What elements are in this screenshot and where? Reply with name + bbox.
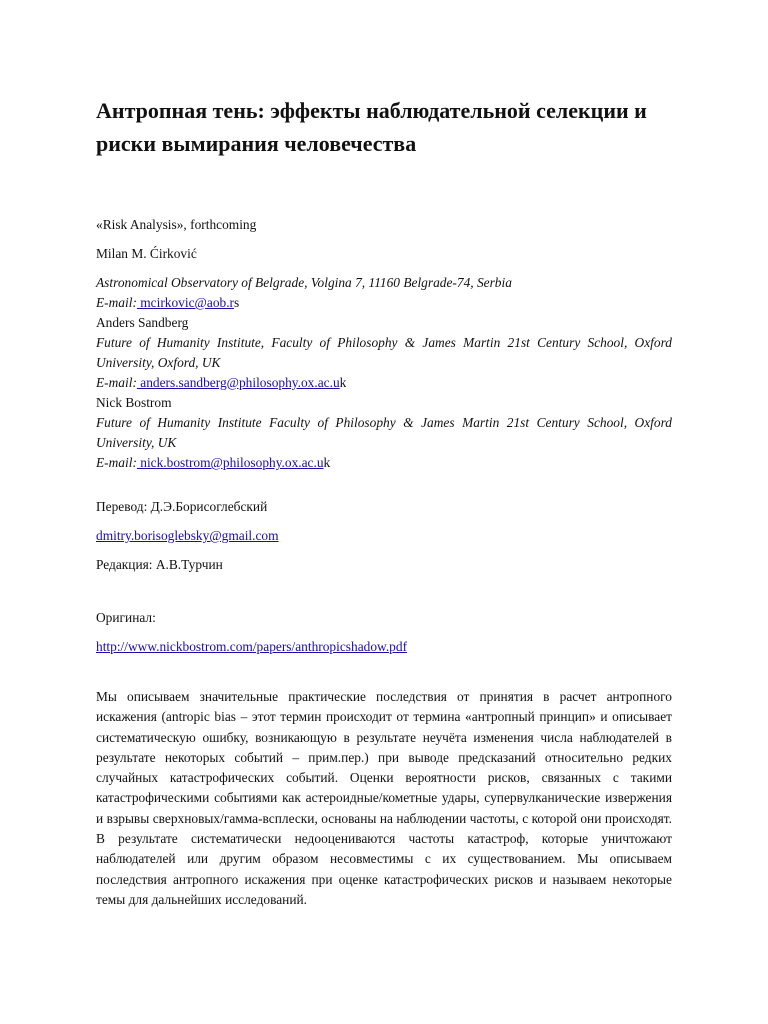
editor-line: Редакция: А.В.Турчин: [96, 557, 223, 572]
email-label: E-mail:: [96, 455, 137, 470]
journal-note: «Risk Analysis», forthcoming: [96, 217, 257, 232]
document-title: Антропная тень: эффекты наблюдательной селекции и риски вымирания человечества: [96, 98, 647, 156]
translator-email-row: [96, 526, 672, 546]
author-name-3: Nick Bostrom: [96, 395, 172, 410]
author-email-row-3: [96, 453, 672, 473]
translator-email-link[interactable]: dmitry.borisoglebsky@gmail.com: [96, 528, 279, 543]
author-email-row-2: [96, 373, 672, 393]
author-name-2: Anders Sandberg: [96, 315, 189, 330]
abstract-paragraph: Мы описываем значительные практические последствия от принятия в расчет антропного искажения (antropic bias – этот термин происходит от термина «антропный принцип» и описывает систематическую ошибку, возникающую в результате неучёта изменения числа наблюдателей в результате некоторых событий – прим.пер.) при выводе предсказаний относительно редких случайных катастрофических событий. Оценки вероятности рисков, связанных с такими катастрофическими событиями как астероидные/кометные удары, супервулканические извержения и взрывы сверхновых/гамма-всплески, основаны на наблюдении частоты, с которой они происходят. В результате систематически недооцениваются частоты катастроф, которые уничтожают наблюдателей или другим образом несовместимы с их существованием. Мы описываем последствия антропного искажения при оценке катастрофических рисков и называем некоторые темы для дальнейших исследований.: [96, 689, 672, 907]
author-email-row-1: [96, 293, 672, 313]
email-label: E-mail:: [96, 295, 137, 310]
original-label: Оригинал:: [96, 610, 156, 625]
translator-line: Перевод: Д.Э.Борисоглебский: [96, 499, 268, 514]
email-tail: k: [339, 375, 347, 390]
email-tail: s: [234, 295, 240, 310]
email-tail: k: [323, 455, 331, 470]
author-email-link-3[interactable]: nick.bostrom@philosophy.ox.ac.u: [136, 455, 324, 470]
author-email-link-1[interactable]: mcirkovic@aob.r: [136, 295, 235, 310]
original-url-link[interactable]: http://www.nickbostrom.com/papers/anthropicshadow.pdf: [96, 639, 408, 654]
author-affiliation-3: Future of Humanity Institute Faculty of Philosophy & James Martin 21st Century School, Oxford University, UK: [96, 415, 672, 450]
email-label: E-mail:: [96, 375, 137, 390]
author-affiliation-1: Astronomical Observatory of Belgrade, Volgina 7, 11160 Belgrade-74, Serbia: [96, 275, 512, 290]
author-affiliation-2: Future of Humanity Institute, Faculty of Philosophy & James Martin 21st Century School, Oxford University, Oxford, UK: [96, 335, 672, 370]
author-email-link-2[interactable]: anders.sandberg@philosophy.ox.ac.u: [136, 375, 340, 390]
original-url-row: [96, 637, 672, 657]
author-name-1: Milan M. Ćirković: [96, 246, 197, 261]
